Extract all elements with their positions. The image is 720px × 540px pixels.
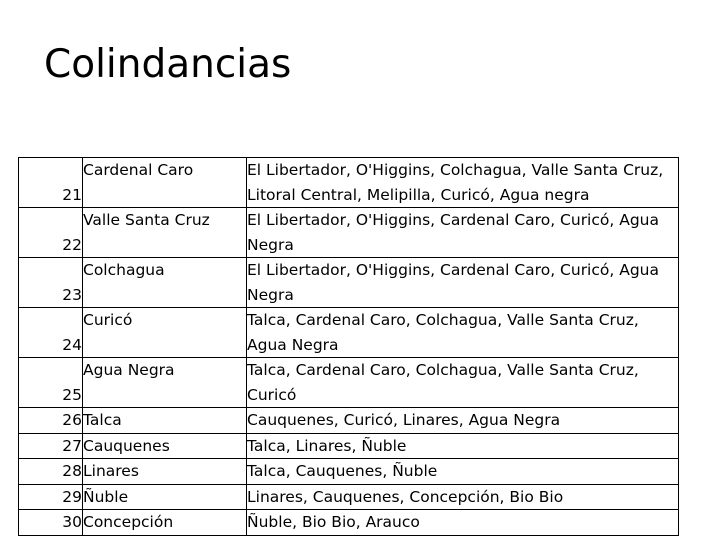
row-number: 25 bbox=[19, 358, 83, 408]
table-row bbox=[19, 358, 679, 408]
neighbors-line: Negra bbox=[247, 285, 294, 304]
neighbors-cell bbox=[247, 258, 679, 308]
row-number: 26 bbox=[19, 408, 83, 434]
table-row bbox=[19, 510, 679, 536]
table-row bbox=[19, 408, 679, 434]
neighbors-line: Talca, Cauquenes, Ñuble bbox=[247, 462, 438, 480]
neighbors-cell bbox=[247, 358, 679, 408]
province-name: Colchagua bbox=[83, 258, 247, 308]
province-name: Valle Santa Cruz bbox=[83, 208, 247, 258]
neighbors-cell bbox=[247, 408, 679, 434]
province-name: Cardenal Caro bbox=[83, 158, 247, 208]
neighbors-line: El Libertador, O'Higgins, Cardenal Caro, Curicó, Agua bbox=[247, 261, 659, 279]
neighbors-line: Linares, Cauquenes, Concepción, Bio Bio bbox=[247, 487, 564, 506]
neighbors-line: Litoral Central, Melipilla, Curicó, Agua negra bbox=[247, 185, 590, 204]
neighbors-line: Cauquenes, Curicó, Linares, Agua Negra bbox=[247, 411, 561, 429]
neighbors-cell bbox=[247, 459, 679, 485]
province-name: Concepción bbox=[83, 510, 247, 536]
row-number: 28 bbox=[19, 459, 83, 485]
neighbors-cell bbox=[247, 433, 679, 459]
row-number: 21 bbox=[19, 158, 83, 208]
neighbors-line: El Libertador, O'Higgins, Colchagua, Valle Santa Cruz, bbox=[247, 161, 664, 179]
neighbors-line: El Libertador, O'Higgins, Cardenal Caro, Curicó, Agua bbox=[247, 211, 659, 229]
neighbors-line: Talca, Cardenal Caro, Colchagua, Valle Santa Cruz, bbox=[247, 311, 639, 329]
table-row bbox=[19, 258, 679, 308]
neighbors-cell bbox=[247, 308, 679, 358]
neighbors-cell bbox=[247, 158, 679, 208]
row-number: 27 bbox=[19, 433, 83, 459]
neighbors-line: Curicó bbox=[247, 385, 297, 404]
table-row bbox=[19, 433, 679, 459]
neighbors-line: Talca, Linares, Ñuble bbox=[247, 436, 407, 455]
province-name: Cauquenes bbox=[83, 433, 247, 459]
colindancias-table bbox=[18, 157, 679, 536]
province-name: Curicó bbox=[83, 308, 247, 358]
table-row bbox=[19, 308, 679, 358]
neighbors-cell bbox=[247, 208, 679, 258]
table-row bbox=[19, 208, 679, 258]
province-name: Ñuble bbox=[83, 484, 247, 510]
row-number: 29 bbox=[19, 484, 83, 510]
neighbors-cell bbox=[247, 484, 679, 510]
table-row bbox=[19, 158, 679, 208]
neighbors-line: Negra bbox=[247, 235, 294, 254]
neighbors-line: Talca, Cardenal Caro, Colchagua, Valle Santa Cruz, bbox=[247, 361, 639, 379]
row-number: 24 bbox=[19, 308, 83, 358]
neighbors-line: Ñuble, Bio Bio, Arauco bbox=[247, 513, 420, 531]
row-number: 23 bbox=[19, 258, 83, 308]
province-name: Agua Negra bbox=[83, 358, 247, 408]
row-number: 30 bbox=[19, 510, 83, 536]
province-name: Talca bbox=[83, 408, 247, 434]
table-row bbox=[19, 484, 679, 510]
neighbors-cell bbox=[247, 510, 679, 536]
neighbors-line: Agua Negra bbox=[247, 335, 339, 354]
table-row bbox=[19, 459, 679, 485]
page-title: Colindancias bbox=[44, 42, 292, 87]
row-number: 22 bbox=[19, 208, 83, 258]
province-name: Linares bbox=[83, 459, 247, 485]
